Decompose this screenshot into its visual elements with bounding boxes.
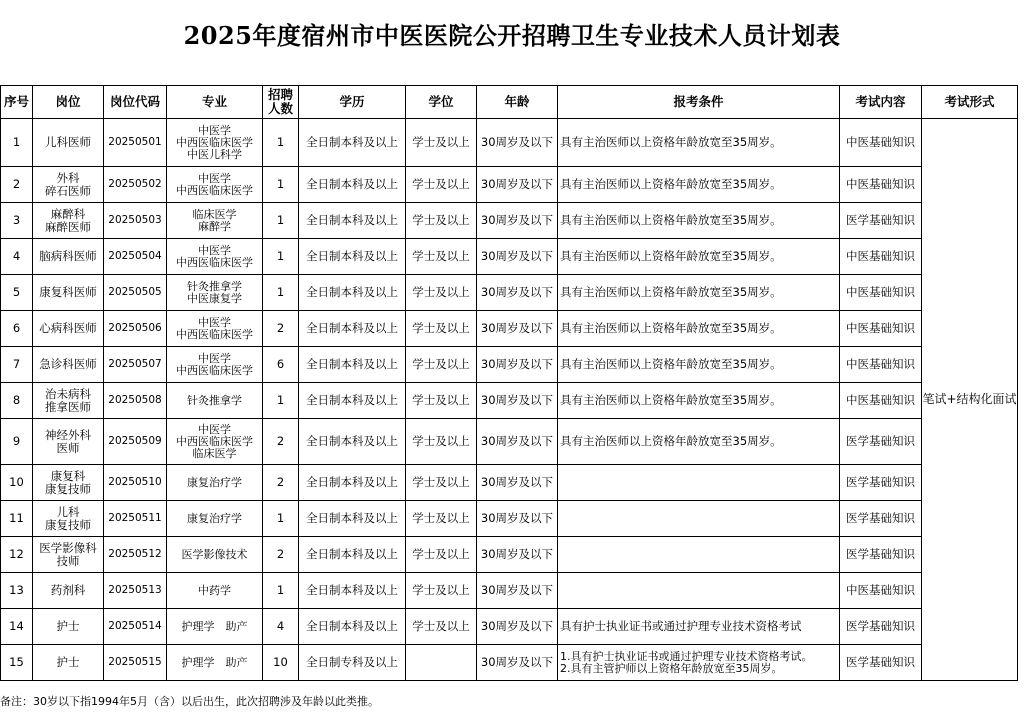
cell-count: 1 bbox=[263, 167, 299, 203]
cell-degree: 学士及以上 bbox=[406, 203, 477, 239]
cell-content: 中医基础知识 bbox=[840, 239, 922, 275]
cell-post: 心病科医师 bbox=[33, 311, 104, 347]
cell-post: 护士 bbox=[33, 645, 104, 681]
cell-code: 20250504 bbox=[104, 239, 167, 275]
cell-major: 护理学 助产 bbox=[167, 609, 263, 645]
cell-cond: 具有主治医师以上资格年龄放宽至35周岁。 bbox=[558, 119, 840, 167]
cell-edu: 全日制本科及以上 bbox=[299, 501, 406, 537]
cell-post: 脑病科医师 bbox=[33, 239, 104, 275]
cell-degree: 学士及以上 bbox=[406, 167, 477, 203]
cell-count: 1 bbox=[263, 573, 299, 609]
cell-major: 中医学 中西医临床医学 临床医学 bbox=[167, 419, 263, 465]
table-row bbox=[1, 609, 1018, 645]
cell-seq: 12 bbox=[1, 537, 33, 573]
cell-age: 30周岁及以下 bbox=[477, 537, 558, 573]
cell-seq: 9 bbox=[1, 419, 33, 465]
cell-degree: 学士及以上 bbox=[406, 119, 477, 167]
cell-age: 30周岁及以下 bbox=[477, 275, 558, 311]
cell-content: 中医基础知识 bbox=[840, 119, 922, 167]
cell-post: 护士 bbox=[33, 609, 104, 645]
cell-edu: 全日制本科及以上 bbox=[299, 573, 406, 609]
cell-content: 医学基础知识 bbox=[840, 501, 922, 537]
cell-age: 30周岁及以下 bbox=[477, 119, 558, 167]
cell-edu: 全日制本科及以上 bbox=[299, 311, 406, 347]
cell-degree: 学士及以上 bbox=[406, 311, 477, 347]
cell-cond: 具有主治医师以上资格年龄放宽至35周岁。 bbox=[558, 203, 840, 239]
cell-content: 中医基础知识 bbox=[840, 275, 922, 311]
cell-degree: 学士及以上 bbox=[406, 347, 477, 383]
cell-post: 康复科 康复技师 bbox=[33, 465, 104, 501]
cell-major: 针灸推拿学 中医康复学 bbox=[167, 275, 263, 311]
cell-code: 20250511 bbox=[104, 501, 167, 537]
cell-content: 医学基础知识 bbox=[840, 609, 922, 645]
table-row bbox=[1, 537, 1018, 573]
cell-edu: 全日制本科及以上 bbox=[299, 537, 406, 573]
cell-count: 2 bbox=[263, 311, 299, 347]
cell-degree: 学士及以上 bbox=[406, 609, 477, 645]
cell-post: 康复科医师 bbox=[33, 275, 104, 311]
cell-cond: 具有主治医师以上资格年龄放宽至35周岁。 bbox=[558, 383, 840, 419]
cell-post: 药剂科 bbox=[33, 573, 104, 609]
cell-content: 医学基础知识 bbox=[840, 537, 922, 573]
cell-degree: 学士及以上 bbox=[406, 239, 477, 275]
cell-age: 30周岁及以下 bbox=[477, 645, 558, 681]
cell-cond: 具有主治医师以上资格年龄放宽至35周岁。 bbox=[558, 311, 840, 347]
header-edu: 学历 bbox=[299, 86, 406, 119]
header-age: 年龄 bbox=[477, 86, 558, 119]
cell-cond: 具有主治医师以上资格年龄放宽至35周岁。 bbox=[558, 167, 840, 203]
cell-code: 20250507 bbox=[104, 347, 167, 383]
cell-count: 2 bbox=[263, 465, 299, 501]
cell-age: 30周岁及以下 bbox=[477, 609, 558, 645]
cell-content: 中医基础知识 bbox=[840, 167, 922, 203]
cell-degree: 学士及以上 bbox=[406, 573, 477, 609]
cell-content: 中医基础知识 bbox=[840, 383, 922, 419]
cell-major: 医学影像技术 bbox=[167, 537, 263, 573]
cell-seq: 2 bbox=[1, 167, 33, 203]
header-degree: 学位 bbox=[406, 86, 477, 119]
cell-cond bbox=[558, 501, 840, 537]
cell-seq: 8 bbox=[1, 383, 33, 419]
cell-count: 2 bbox=[263, 419, 299, 465]
cell-post: 儿科 康复技师 bbox=[33, 501, 104, 537]
cell-age: 30周岁及以下 bbox=[477, 383, 558, 419]
cell-post: 治未病科 推拿医师 bbox=[33, 383, 104, 419]
table-row bbox=[1, 419, 1018, 465]
cell-seq: 5 bbox=[1, 275, 33, 311]
recruitment-plan-table bbox=[0, 85, 1018, 681]
cell-content: 中医基础知识 bbox=[840, 347, 922, 383]
cell-code: 20250513 bbox=[104, 573, 167, 609]
table-row bbox=[1, 275, 1018, 311]
header-major: 专业 bbox=[167, 86, 263, 119]
header-content: 考试内容 bbox=[840, 86, 922, 119]
cell-seq: 15 bbox=[1, 645, 33, 681]
cell-post: 神经外科 医师 bbox=[33, 419, 104, 465]
cell-cond bbox=[558, 465, 840, 501]
table-row bbox=[1, 203, 1018, 239]
cell-code: 20250505 bbox=[104, 275, 167, 311]
cell-degree bbox=[406, 645, 477, 681]
cell-age: 30周岁及以下 bbox=[477, 203, 558, 239]
cell-content: 医学基础知识 bbox=[840, 645, 922, 681]
cell-code: 20250509 bbox=[104, 419, 167, 465]
cell-major: 针灸推拿学 bbox=[167, 383, 263, 419]
table-row bbox=[1, 465, 1018, 501]
cell-major: 中医学 中西医临床医学 bbox=[167, 239, 263, 275]
header-code: 岗位代码 bbox=[104, 86, 167, 119]
cell-edu: 全日制本科及以上 bbox=[299, 609, 406, 645]
table-row bbox=[1, 573, 1018, 609]
cell-age: 30周岁及以下 bbox=[477, 419, 558, 465]
cell-count: 4 bbox=[263, 609, 299, 645]
cell-major: 中医学 中西医临床医学 bbox=[167, 311, 263, 347]
table-row bbox=[1, 311, 1018, 347]
table-row bbox=[1, 167, 1018, 203]
cell-seq: 7 bbox=[1, 347, 33, 383]
header-count: 招聘人数 bbox=[263, 86, 299, 119]
header-cond: 报考条件 bbox=[558, 86, 840, 119]
cell-major: 康复治疗学 bbox=[167, 465, 263, 501]
cell-edu: 全日制专科及以上 bbox=[299, 645, 406, 681]
cell-cond: 具有主治医师以上资格年龄放宽至35周岁。 bbox=[558, 419, 840, 465]
cell-seq: 3 bbox=[1, 203, 33, 239]
cell-post: 外科 碎石医师 bbox=[33, 167, 104, 203]
header-seq: 序号 bbox=[1, 86, 33, 119]
cell-edu: 全日制本科及以上 bbox=[299, 383, 406, 419]
cell-cond: 1.具有护士执业证书或通过护理专业技术资格考试。 2.具有主管护师以上资格年龄放宽至35周岁。 bbox=[558, 645, 840, 681]
cell-age: 30周岁及以下 bbox=[477, 167, 558, 203]
page-title: 2025年度宿州市中医医院公开招聘卫生专业技术人员计划表 bbox=[183, 21, 841, 50]
cell-age: 30周岁及以下 bbox=[477, 465, 558, 501]
cell-count: 2 bbox=[263, 537, 299, 573]
cell-code: 20250506 bbox=[104, 311, 167, 347]
cell-seq: 13 bbox=[1, 573, 33, 609]
cell-major: 中医学 中西医临床医学 bbox=[167, 167, 263, 203]
cell-cond: 具有主治医师以上资格年龄放宽至35周岁。 bbox=[558, 275, 840, 311]
cell-degree: 学士及以上 bbox=[406, 501, 477, 537]
cell-code: 20250501 bbox=[104, 119, 167, 167]
cell-age: 30周岁及以下 bbox=[477, 573, 558, 609]
cell-code: 20250502 bbox=[104, 167, 167, 203]
header-row bbox=[1, 86, 1018, 119]
cell-code: 20250514 bbox=[104, 609, 167, 645]
cell-exam-form: 笔试+结构化面试 bbox=[922, 119, 1018, 681]
cell-edu: 全日制本科及以上 bbox=[299, 119, 406, 167]
table-row bbox=[1, 501, 1018, 537]
cell-seq: 10 bbox=[1, 465, 33, 501]
cell-age: 30周岁及以下 bbox=[477, 347, 558, 383]
cell-count: 1 bbox=[263, 203, 299, 239]
cell-major: 临床医学 麻醉学 bbox=[167, 203, 263, 239]
cell-count: 6 bbox=[263, 347, 299, 383]
cell-seq: 11 bbox=[1, 501, 33, 537]
cell-content: 中医基础知识 bbox=[840, 573, 922, 609]
cell-content: 医学基础知识 bbox=[840, 465, 922, 501]
cell-count: 1 bbox=[263, 383, 299, 419]
cell-degree: 学士及以上 bbox=[406, 383, 477, 419]
cell-count: 1 bbox=[263, 501, 299, 537]
cell-age: 30周岁及以下 bbox=[477, 239, 558, 275]
table-row bbox=[1, 645, 1018, 681]
cell-edu: 全日制本科及以上 bbox=[299, 203, 406, 239]
cell-degree: 学士及以上 bbox=[406, 537, 477, 573]
cell-seq: 1 bbox=[1, 119, 33, 167]
cell-major: 中医学 中西医临床医学 bbox=[167, 347, 263, 383]
cell-cond bbox=[558, 573, 840, 609]
cell-content: 医学基础知识 bbox=[840, 419, 922, 465]
cell-post: 医学影像科 技师 bbox=[33, 537, 104, 573]
cell-cond: 具有护士执业证书或通过护理专业技术资格考试 bbox=[558, 609, 840, 645]
cell-post: 麻醉科 麻醉医师 bbox=[33, 203, 104, 239]
footnote: 备注：30岁以下指1994年5月（含）以后出生，此次招聘涉及年龄以此类推。 bbox=[0, 695, 379, 708]
cell-age: 30周岁及以下 bbox=[477, 501, 558, 537]
cell-code: 20250508 bbox=[104, 383, 167, 419]
cell-cond: 具有主治医师以上资格年龄放宽至35周岁。 bbox=[558, 239, 840, 275]
table-row bbox=[1, 239, 1018, 275]
cell-edu: 全日制本科及以上 bbox=[299, 465, 406, 501]
cell-major: 中医学 中西医临床医学 中医儿科学 bbox=[167, 119, 263, 167]
cell-content: 医学基础知识 bbox=[840, 203, 922, 239]
cell-post: 急诊科医师 bbox=[33, 347, 104, 383]
cell-code: 20250503 bbox=[104, 203, 167, 239]
cell-edu: 全日制本科及以上 bbox=[299, 167, 406, 203]
cell-major: 中药学 bbox=[167, 573, 263, 609]
cell-degree: 学士及以上 bbox=[406, 419, 477, 465]
cell-major: 护理学 助产 bbox=[167, 645, 263, 681]
cell-edu: 全日制本科及以上 bbox=[299, 419, 406, 465]
cell-degree: 学士及以上 bbox=[406, 465, 477, 501]
cell-seq: 4 bbox=[1, 239, 33, 275]
table-row bbox=[1, 383, 1018, 419]
cell-seq: 6 bbox=[1, 311, 33, 347]
cell-edu: 全日制本科及以上 bbox=[299, 275, 406, 311]
table-row bbox=[1, 119, 1018, 167]
cell-post: 儿科医师 bbox=[33, 119, 104, 167]
cell-degree: 学士及以上 bbox=[406, 275, 477, 311]
header-form: 考试形式 bbox=[922, 86, 1018, 119]
cell-code: 20250510 bbox=[104, 465, 167, 501]
cell-edu: 全日制本科及以上 bbox=[299, 239, 406, 275]
cell-seq: 14 bbox=[1, 609, 33, 645]
cell-count: 1 bbox=[263, 239, 299, 275]
cell-edu: 全日制本科及以上 bbox=[299, 347, 406, 383]
cell-count: 1 bbox=[263, 119, 299, 167]
cell-code: 20250512 bbox=[104, 537, 167, 573]
table-row bbox=[1, 347, 1018, 383]
cell-count: 1 bbox=[263, 275, 299, 311]
cell-content: 中医基础知识 bbox=[840, 311, 922, 347]
cell-code: 20250515 bbox=[104, 645, 167, 681]
cell-cond bbox=[558, 537, 840, 573]
header-post: 岗位 bbox=[33, 86, 104, 119]
cell-major: 康复治疗学 bbox=[167, 501, 263, 537]
cell-age: 30周岁及以下 bbox=[477, 311, 558, 347]
cell-count: 10 bbox=[263, 645, 299, 681]
cell-cond: 具有主治医师以上资格年龄放宽至35周岁。 bbox=[558, 347, 840, 383]
